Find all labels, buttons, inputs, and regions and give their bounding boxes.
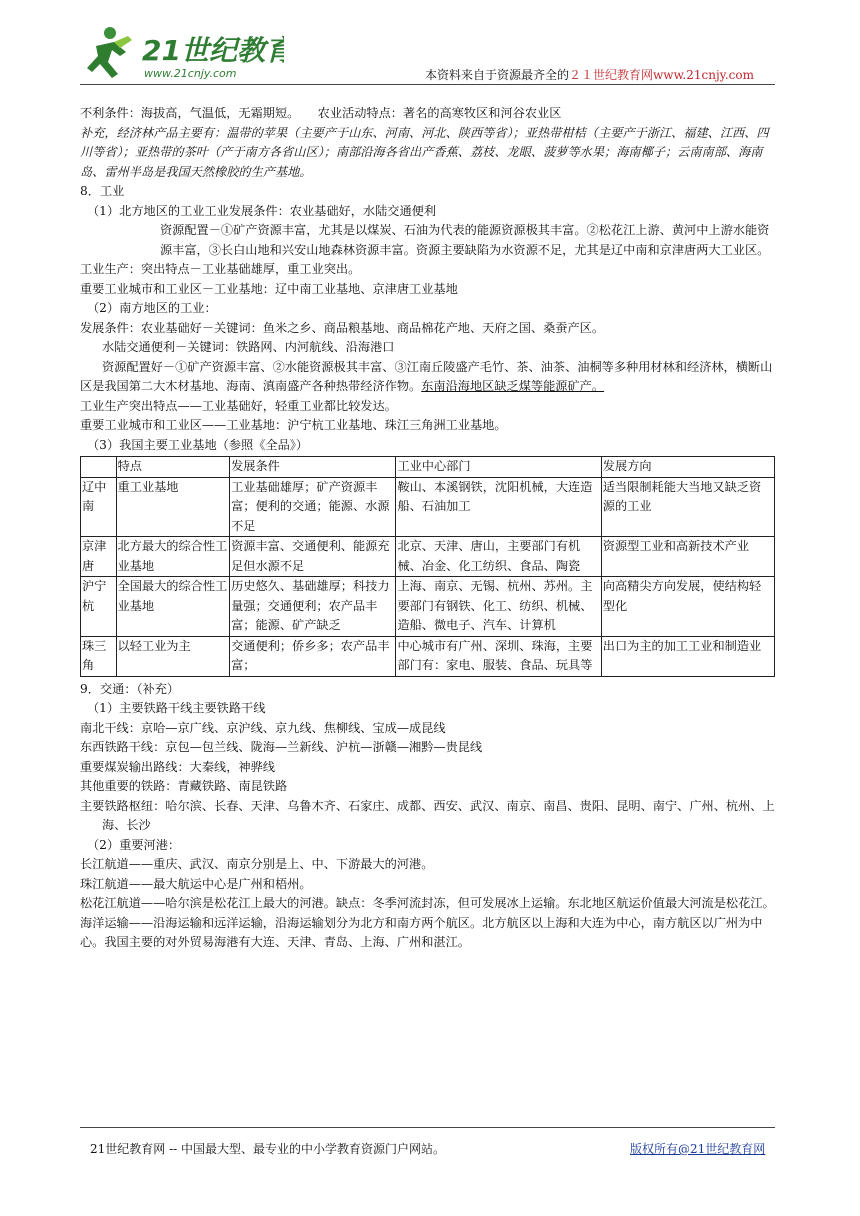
table-cell: 重工业基地 bbox=[116, 477, 230, 537]
table-header-cell: 工业中心部门 bbox=[396, 457, 601, 478]
table-cell: 北京、天津、唐山，主要部门有机械、冶金、化工纺织、食品、陶瓷 bbox=[396, 537, 601, 577]
table-row bbox=[81, 477, 775, 537]
paragraph: 松花江航道——哈尔滨是松花江上最大的河港。缺点：冬季河流封冻，但可发展冰上运输。东北地区航运价值最大河流是松花江。 bbox=[80, 896, 775, 910]
table-cell: 全国最大的综合性工业基地 bbox=[116, 577, 230, 637]
table-cell: 珠三角 bbox=[81, 636, 117, 676]
table-cell: 中心城市有广州、深圳、珠海，主要部门有：家电、服装、食品、玩具等 bbox=[396, 636, 601, 676]
table-cell: 资源丰富、交通便利、能源充足但水源不足 bbox=[230, 537, 396, 577]
paragraph: 其他重要的铁路：青藏铁路、南昆铁路 bbox=[80, 779, 288, 793]
paragraph: 工业生产突出特点——工业基础好，轻重工业都比较发达。 bbox=[80, 398, 397, 413]
footer-copyright-link[interactable]: 版权所有@21世纪教育网 bbox=[630, 1142, 766, 1156]
paragraph: 海洋运输——沿海运输和远洋运输，沿海运输划分为北方和南方两个航区。北方航区以上海和大连为中心，南方航区以广州为中心。我国主要的对外贸易海港有大连、天津、青岛、上海、广州和湛江。 bbox=[80, 915, 763, 949]
paragraph: 不利条件：海拔高，气温低，无霜期短。 农业活动特点：著名的高寒牧区和河谷农业区 bbox=[80, 106, 562, 120]
table-header-row bbox=[81, 457, 775, 478]
paragraph: 南北干线：京哈—京广线、京沪线、京九线、焦柳线、宝成—成昆线 bbox=[80, 720, 446, 735]
industrial-bases-table bbox=[80, 456, 775, 677]
section-heading-transport: 9．交通：（补充） bbox=[80, 681, 180, 696]
table-row bbox=[81, 537, 775, 577]
table-header-cell: 发展方向 bbox=[601, 457, 774, 478]
paragraph: 重要工业城市和工业区——工业基地：沪宁杭工业基地、珠江三角洲工业基地。 bbox=[80, 418, 507, 432]
table-header-cell bbox=[81, 457, 117, 478]
paragraph: 主要铁路枢纽：哈尔滨、长春、天津、乌鲁木齐、石家庄、成都、西安、武汉、南京、南昌、贵阳、昆明、南宁、广州、杭州、上海、长沙 bbox=[80, 798, 775, 832]
header-url-link[interactable]: www.21cnjy.com bbox=[653, 68, 754, 82]
subheading: （1）北方地区的工业工业发展条件：农业基础好，水陆交通便利 bbox=[87, 203, 437, 218]
table-cell: 上海、南京、无锡、杭州、苏州。主要部门有钢铁、化工、纺织、机械、造船、微电子、汽车、计算机 bbox=[396, 577, 601, 637]
section-heading-industry: 8．工业 bbox=[80, 184, 125, 198]
svg-text:21世纪教育: 21世纪教育 bbox=[142, 34, 284, 67]
footer-description: 21世纪教育网 -- 中国最大型、最专业的中小学教育资源门户网站。 bbox=[90, 1142, 446, 1156]
header-site-link[interactable]: ２１世纪教育网 bbox=[569, 68, 654, 82]
table-cell: 工业基础雄厚；矿产资源丰富；便利的交通；能源、水源不足 bbox=[230, 477, 396, 537]
paragraph: 珠江航道——最大航运中心是广州和梧州。 bbox=[80, 876, 312, 891]
table-cell: 京津唐 bbox=[81, 537, 117, 577]
table-cell: 辽中南 bbox=[81, 477, 117, 537]
paragraph: 长江航道——重庆、武汉、南京分别是上、中、下游最大的河港。 bbox=[80, 857, 434, 871]
table-cell: 向高精尖方向发展，使结构轻型化 bbox=[601, 577, 774, 637]
table-cell: 北方最大的综合性工业基地 bbox=[116, 537, 230, 577]
underlined-note: 东南沿海地区缺乏煤等能源矿产。 bbox=[421, 379, 605, 393]
document-body bbox=[80, 104, 775, 953]
runner-icon bbox=[87, 27, 132, 78]
table-cell: 交通便利；侨乡多；农产品丰富； bbox=[230, 636, 396, 676]
paragraph: 工业生产：突出特点－工业基础雄厚，重工业突出。 bbox=[80, 262, 361, 276]
paragraph: 东西铁路干线：京包—包兰线、陇海—兰新线、沪杭—浙赣—湘黔—贵昆线 bbox=[80, 740, 483, 754]
subheading: （3）我国主要工业基地（参照《全品》） bbox=[87, 437, 309, 452]
paragraph: 重要煤炭输出路线：大秦线，神骅线 bbox=[80, 759, 275, 774]
subheading: （1）主要铁路干线主要铁路干线 bbox=[87, 701, 266, 715]
paragraph: 重要工业城市和工业区－工业基地：辽中南工业基地、京津唐工业基地 bbox=[80, 281, 458, 296]
table-header-cell: 发展条件 bbox=[230, 457, 396, 478]
header-divider bbox=[80, 84, 775, 85]
table-row bbox=[81, 636, 775, 676]
subheading: （2）重要河港： bbox=[87, 837, 181, 852]
site-logo bbox=[84, 22, 284, 84]
supplement-paragraph: 补充，经济林产品主要有：温带的苹果（主要产于山东、河南、河北、陕西等省）；亚热带柑桔（主要产于浙江、福建、江西、四川等省）；亚热带的茶叶（产于南方各省山区）；南部沿海各省出产香蕉、荔枝、龙眼、菠萝等水果；海南椰子；云南南部、海南岛、雷州半岛是我国天然橡胶的生产基地。 bbox=[80, 125, 769, 179]
table-cell: 资源型工业和高新技术产业 bbox=[601, 537, 774, 577]
header-source-note: 本资料来自于资源最齐全的２１世纪教育网www.21cnjy.com bbox=[425, 68, 754, 82]
paragraph: 发展条件：农业基础好－关键词：鱼米之乡、商品粮基地、商品棉花产地、天府之国、桑蚕产区。 bbox=[80, 320, 605, 335]
table-cell: 沪宁杭 bbox=[81, 577, 117, 637]
table-cell: 以轻工业为主 bbox=[116, 636, 230, 676]
paragraph: 资源配置好－①矿产资源丰富、②水能资源极其丰富、③江南丘陵盛产毛竹、茶、油茶、油桐等多种用材林和经济林，横断山区是我国第二大木材基地、海南、滇南盛产各种热带经济作物。东南沿海地区缺乏煤等能源矿产。 bbox=[80, 359, 773, 393]
table-row bbox=[81, 577, 775, 637]
footer-divider bbox=[80, 1127, 775, 1128]
table-cell: 适当限制耗能大当地又缺乏资源的工业 bbox=[601, 477, 774, 537]
paragraph: 水陆交通便利－关键词：铁路网、内河航线、沿海港口 bbox=[102, 340, 395, 354]
subheading: （2）南方地区的工业： bbox=[87, 301, 217, 315]
table-cell: 鞍山、本溪钢铁，沈阳机械，大连造船、石油加工 bbox=[396, 477, 601, 537]
table-cell: 历史悠久、基础雄厚；科技力量强；交通便利；农产品丰富；能源、矿产缺乏 bbox=[230, 577, 396, 637]
table-cell: 出口为主的加工工业和制造业 bbox=[601, 636, 774, 676]
paragraph: 资源配置－①矿产资源丰富，尤其是以煤炭、石油为代表的能源资源极其丰富。②松花江上游、黄河中上游水能资源丰富，③长白山地和兴安山地森林资源丰富。资源主要缺陷为水资源不足，尤其是辽中南和京津唐两大工业区。 bbox=[160, 223, 770, 257]
table-header-cell: 特点 bbox=[116, 457, 230, 478]
svg-text:www.21cnjy.com: www.21cnjy.com bbox=[144, 67, 237, 80]
